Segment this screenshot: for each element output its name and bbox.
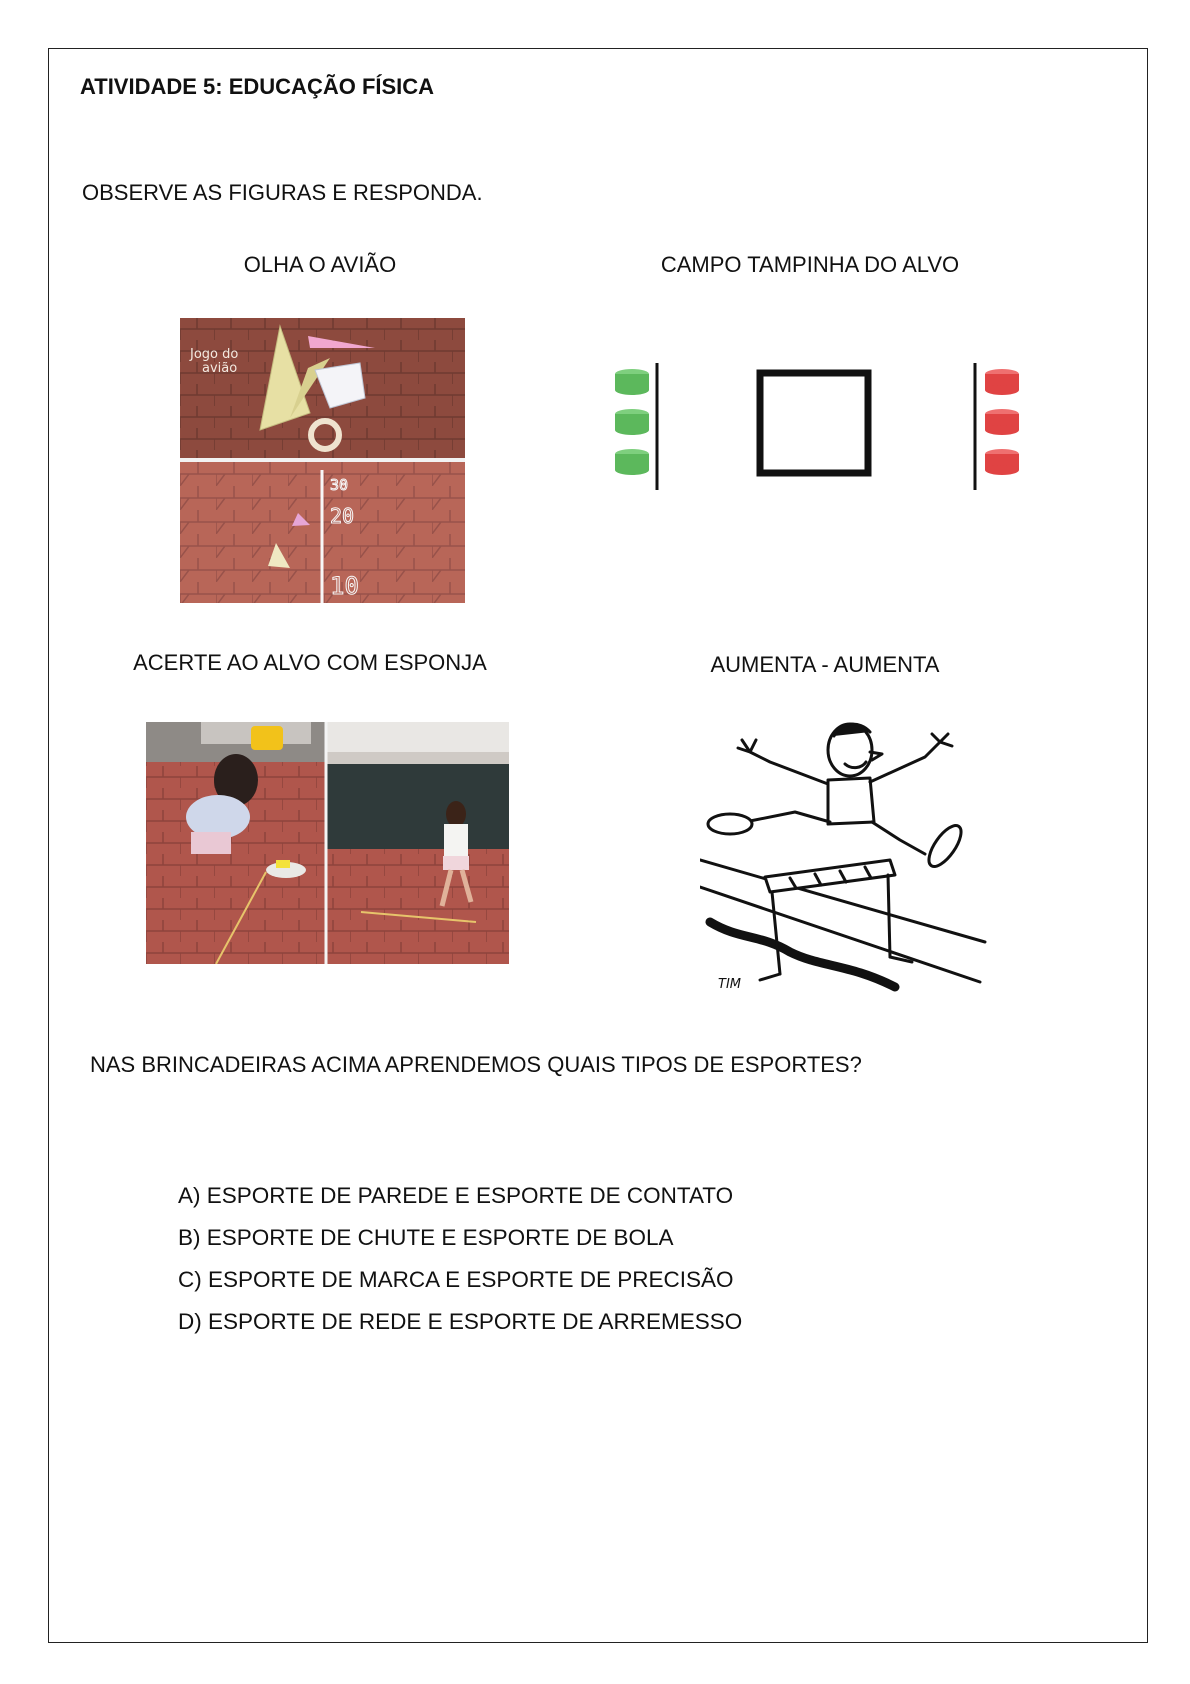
option-c[interactable]: C) ESPORTE DE MARCA E ESPORTE DE PRECISÃO (178, 1267, 734, 1292)
figure-caption-sponge: ACERTE AO ALVO COM ESPONJA (133, 650, 487, 675)
hurdle-runner-cartoon (700, 712, 990, 997)
instruction-text: OBSERVE AS FIGURAS E RESPONDA. (82, 180, 483, 205)
green-caps (615, 369, 649, 475)
figure-caption-hurdle: AUMENTA - AUMENTA (710, 652, 940, 677)
mark-30: 30 (330, 476, 349, 494)
red-caps (985, 369, 1019, 475)
svg-text:avião: avião (202, 361, 238, 376)
artist-signature: TIM (718, 977, 741, 992)
figure-caption-cap-target: CAMPO TAMPINHA DO ALVO (660, 252, 960, 277)
option-b[interactable]: B) ESPORTE DE CHUTE E ESPORTE DE BOLA (178, 1225, 674, 1250)
activity-title: ATIVIDADE 5: EDUCAÇÃO FÍSICA (80, 74, 435, 99)
photo-label: Jogo do (190, 347, 239, 362)
cap-target-field-diagram (605, 355, 1025, 505)
answer-options (178, 1175, 742, 1343)
figure-caption-plane: OLHA O AVIÃO (243, 252, 397, 277)
mark-10: 10 (330, 572, 359, 600)
question-text: NAS BRINCADEIRAS ACIMA APRENDEMOS QUAIS TIPOS DE ESPORTES? (90, 1052, 862, 1077)
sponge-target-photo (146, 722, 509, 964)
option-a[interactable]: A) ESPORTE DE PAREDE E ESPORTE DE CONTATO (178, 1183, 734, 1208)
paper-plane-photo (180, 318, 465, 603)
mark-20: 20 (330, 504, 355, 528)
target-square (760, 373, 868, 473)
option-d[interactable]: D) ESPORTE DE REDE E ESPORTE DE ARREMESSO (178, 1309, 743, 1334)
